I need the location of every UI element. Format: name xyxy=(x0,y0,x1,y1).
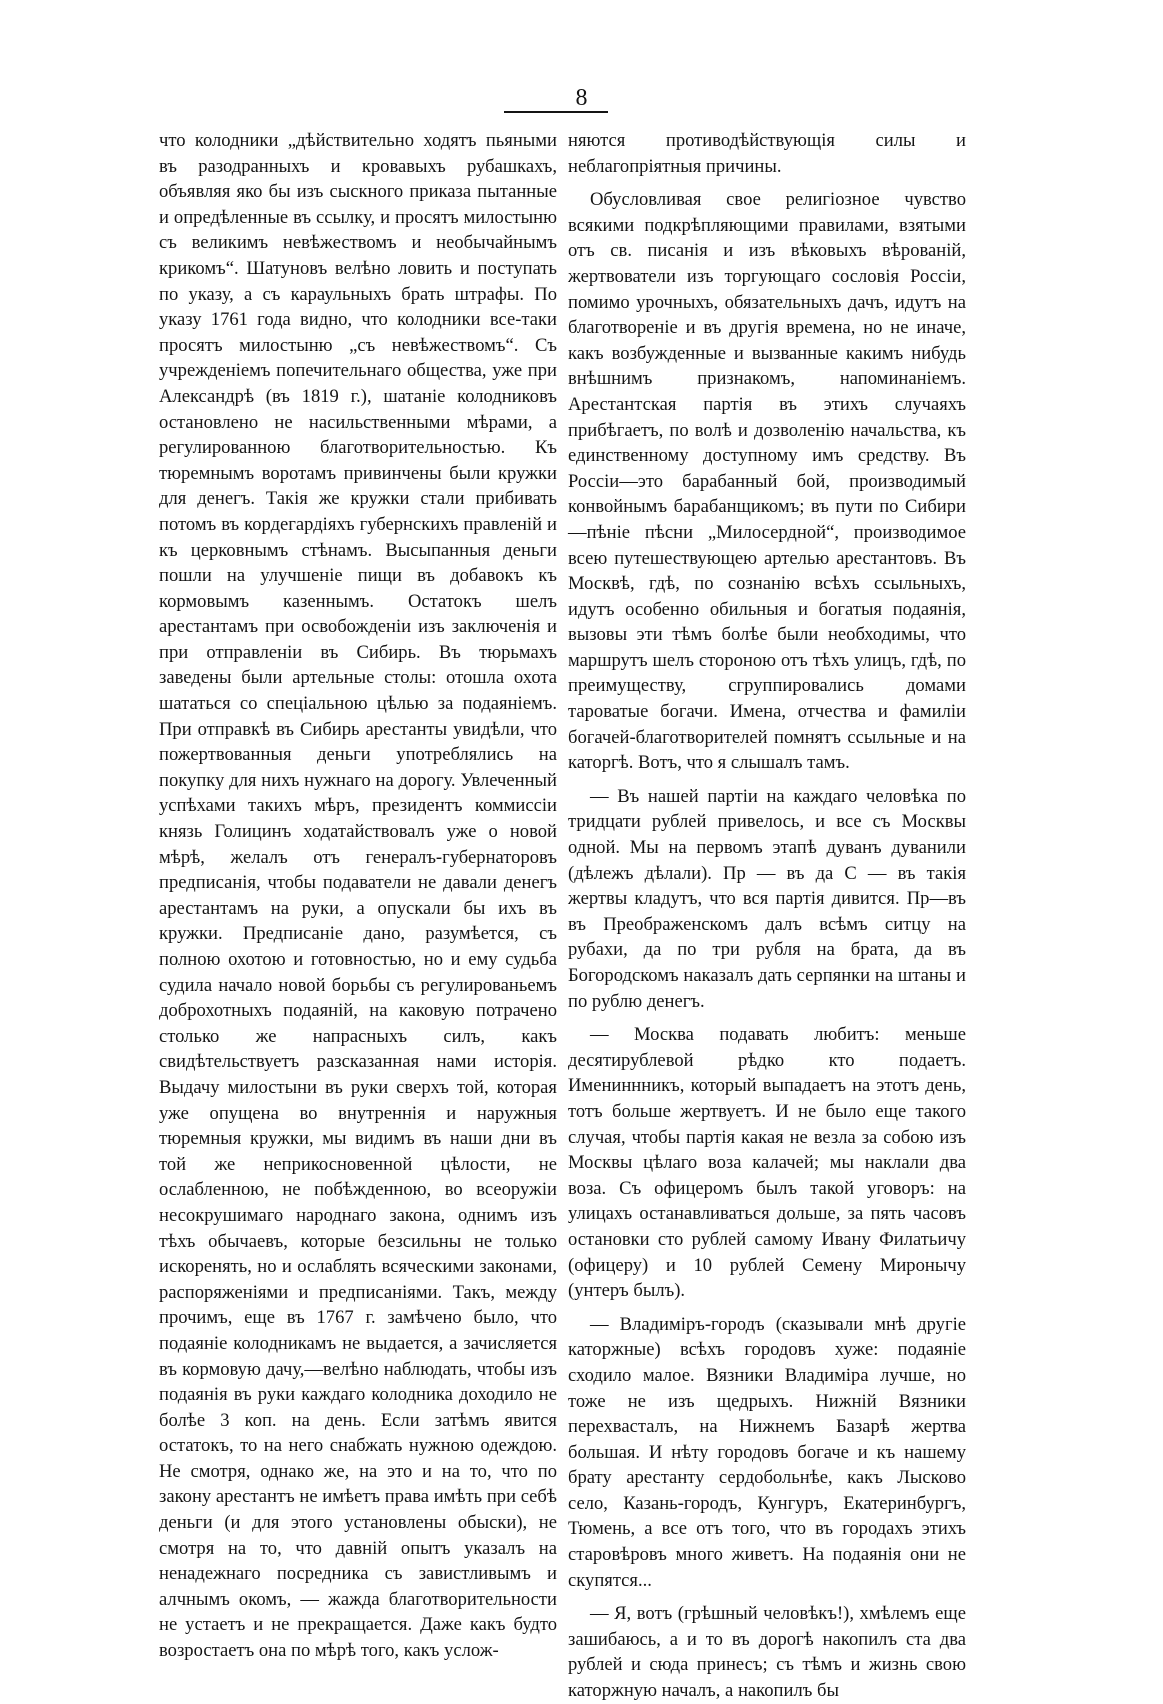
paragraph: что колодники „дѣйствительно ходятъ пьяными въ разодранныхъ и кровавыхъ рубашкахъ, объявляя яко бы изъ сыскного приказа пытанные и опредѣленные въ ссылку, и просятъ милостыню съ великимъ невѣжествомъ и необычайнымъ крикомъ“. Шатуновъ велѣно ловить и поступать по указу, а съ караульныхъ брать штрафы. По указу 1761 года видно, что колодники все-таки просятъ милостыню „съ невѣжествомъ“. Съ учрежденіемъ попечительнаго общества, уже при Александрѣ (въ 1819 г.), шатаніе колодниковъ остановлено не насильственными мѣрами, а регулированною благотворительностью. Къ тюремнымъ воротамъ привинчены были кружки для денегъ. Такія же кружки стали прибивать потомъ въ кордегардіяхъ губернскихъ правленій и къ церковнымъ стѣнамъ. Высыпанныя деньги пошли на улучшеніе пищи въ добавокъ къ кормовымъ казеннымъ. Остатокъ шелъ арестантамъ при освобожденіи изъ заключенія и при отправленіи въ Сибирь. Въ тюрьмахъ заведены были артельные столы: отошла охота шататься со спеціальною цѣлью за подаяніемъ. При отправкѣ въ Сибирь арестанты увидѣли, что пожертвованныя деньги употреблялись на покупку для нихъ нужнаго на дорогу. Увлеченный успѣхами такихъ мѣръ, президентъ коммиссіи князь Голицинъ ходатайствовалъ уже о новой мѣрѣ, желалъ отъ генералъ-губернаторовъ предписанія, чтобы подаватели не давали денегъ арестантамъ на руки, а опускали бы ихъ въ кружки. Предписаніе дано, разумѣется, съ полною охотою и готовностью, но и ему судьба судила начало новой борьбы съ регулированьемъ доброхотныхъ подаяній, на каковую потрачено столько же напрасныхъ силъ, какъ свидѣтельствуетъ разсказанная нами исторія. Выдачу милостыни въ руки сверхъ той, которая уже опущена во внутреннія и наружныя тюремныя кружки, мы видимъ въ наши дни въ той же неприкосновенной цѣлости, не ослабленною, не побѣжденною, во всеоружіи несокрушимаго народнаго закона, однимъ изъ тѣхъ обычаевъ, которые безсильны не только искоренять, но и ослаблять всяческими законами, распоряженіями и предписаніями. Такъ, между прочимъ, еще въ 1767 г. замѣчено было, что подаяніе колодникамъ не выдается, а зачисляется въ кормовую дачу,—велѣно наблюдать, чтобы изъ подаянія въ руки каждаго колодника доходило не болѣе 3 коп. на день. Если затѣмъ явится остатокъ, то на него снабжать нужною одеждою. Не смотря, однако же, на это и на то, что по закону арестантъ не имѣетъ права имѣть при себѣ деньги (и для этого установлены обыски), не смотря на то, что давній опытъ указалъ на ненадежнаго посредника съ завистливымъ и алчнымъ окомъ, — жажда благотворительности не устаетъ и не прекращается. Даже какъ будто возростаетъ она по мѣрѣ того, какъ услож- xyxy=(159,130,557,1662)
left-column xyxy=(159,128,557,1664)
paragraph: няются противодѣйствующія силы и неблагопріятныя причины. xyxy=(568,130,966,177)
header-rule xyxy=(504,111,608,113)
paragraph: — Въ нашей партіи на каждаго человѣка по тридцати рублей привелось, и все съ Москвы одной. Мы на первомъ этапѣ дуванъ дуванили (дѣлежъ дѣлали). Пр — въ да С — въ такія жертвы кладутъ, что вся партія дивится. Пр—въ въ Преображенскомъ далъ всѣмъ ситцу на рубахи, да по три рубля на брата, да въ Богородскомъ наказалъ дать серпянки на штаны и по рублю денегъ. xyxy=(568,785,966,1012)
paragraph: — Владиміръ-городъ (сказывали мнѣ другіе каторжные) всѣхъ городовъ хуже: подаяніе сходило малое. Вязники Владиміра лучше, но тоже не изъ щедрыхъ. Нижній Вязники перехвасталъ, на Нижнемъ Базарѣ жертва большая. И нѣту городовъ богаче и къ нашему брату арестанту сердобольнѣе, какъ Лысково село, Казань-городъ, Кунгуръ, Екатеринбургъ, Тюмень, а все отъ того, что въ городахъ этихъ старовѣровъ много живетъ. На подаянія они не скупятся... xyxy=(568,1313,966,1591)
right-column xyxy=(568,128,966,1704)
paragraph: — Москва подавать любитъ: меньше десятирублевой рѣдко кто подаетъ. Имениннникъ, который выпадаетъ на этотъ день, тотъ больше жертвуетъ. И не было еще такого случая, чтобы партія какая не везла за собою изъ Москвы цѣлаго воза калачей; мы наклали два воза. Съ офицеромъ былъ такой уговоръ: на улицахъ останавливаться дольше, за пять часовъ остановки сто рублей самому Ивану Филатьичу (офицеру) и 10 рублей Семену Миронычу (унтеръ былъ). xyxy=(568,1024,966,1302)
paragraph: — Я, вотъ (грѣшный человѣкъ!), хмѣлемъ еще зашибаюсь, а и то въ дорогѣ накопилъ ста два рублей и сюда принесъ; съ тѣмъ и жизнь свою каторжную началъ, а накопилъ бы xyxy=(568,1603,966,1702)
page-number: 8 xyxy=(575,85,588,111)
paragraph: Обусловливая свое религіозное чувство всякими подкрѣпляющими правилами, взятыми отъ св. писанія и изъ вѣковыхъ вѣрованій, жертвователи изъ торгующаго сословія Россіи, помимо урочныхъ, обязательныхъ дачъ, идутъ на благотвореніе и въ другія времена, но не иначе, какъ возбужденные и вызванные какимъ нибудь внѣшнимъ признакомъ, напоминаніемъ. Арестантская партія въ этихъ случаяхъ прибѣгаетъ, по волѣ и дозволенію начальства, къ единственному доступному имъ средству. Въ Россіи—это барабанный бой, производимый конвойнымъ барабанщикомъ; въ пути по Сибири—пѣніе пѣсни „Милосердной“, производимое всею путешествующею артелью арестантовъ. Въ Москвѣ, гдѣ, по сознанію всѣхъ ссыльныхъ, идутъ особенно обильныя и богатыя подаянія, вызовы эти тѣмъ болѣе были необходимы, что маршрутъ шелъ стороною отъ тѣхъ улицъ, гдѣ, по преимуществу, сгруппировались домами тароватые богачи. Имена, отчества и фамиліи богачей-благотворителей помнятъ ссыльные и на каторгѣ. Вотъ, что я слышалъ тамъ. xyxy=(568,189,966,774)
